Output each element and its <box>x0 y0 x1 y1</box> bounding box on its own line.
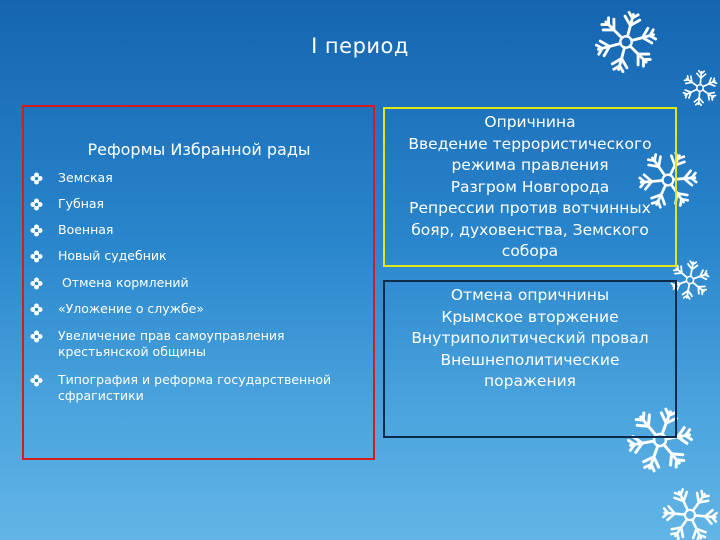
reform-item-text: Увеличение прав самоуправления крестьянской общины <box>58 328 285 359</box>
reform-item-text: Земская <box>58 170 113 185</box>
flower-bullet-icon <box>30 374 43 387</box>
after-line: Внутриполитический провал <box>411 329 649 347</box>
reform-item-text: Губная <box>58 196 105 211</box>
reform-item-text: «Уложение о службе» <box>58 301 205 316</box>
after-oprichnina-text <box>383 285 677 393</box>
after-line: Отмена опричнины <box>450 286 610 304</box>
snowflake-icon <box>653 478 720 540</box>
reform-item-text: Военная <box>58 222 114 237</box>
flower-bullet-icon <box>30 224 43 237</box>
after-line: Крымское вторжение <box>441 307 619 326</box>
oprichnina-line: режима правления <box>451 156 609 174</box>
reform-item-text: Типография и реформа государственной сфрагистики <box>58 372 332 403</box>
slide-title: I период <box>311 34 409 58</box>
flower-bullet-icon <box>30 172 43 185</box>
flower-bullet-icon <box>30 330 43 343</box>
flower-bullet-icon <box>30 250 43 263</box>
snowflake-icon <box>682 70 719 107</box>
oprichnina-line: Репрессии против вотчинных <box>409 199 651 217</box>
reform-item-text: Новый судебник <box>58 248 167 263</box>
reform-item-text: Отмена кормлений <box>58 275 189 290</box>
flower-bullet-icon <box>30 198 43 211</box>
oprichnina-line: Опричнина <box>484 113 576 131</box>
oprichnina-line: собора <box>501 242 559 260</box>
oprichnina-line: Разгром Новгорода <box>450 177 610 196</box>
reforms-heading: Реформы Избранной рады <box>87 140 311 159</box>
flower-bullet-icon <box>30 303 43 316</box>
oprichnina-line: бояр, духовенства, Земского <box>411 220 649 239</box>
after-line: Внешнеполитические <box>440 350 620 369</box>
oprichnina-text <box>383 112 677 263</box>
after-line: поражения <box>484 372 576 390</box>
oprichnina-line: Введение террористического <box>408 134 652 153</box>
flower-bullet-icon <box>30 277 43 290</box>
